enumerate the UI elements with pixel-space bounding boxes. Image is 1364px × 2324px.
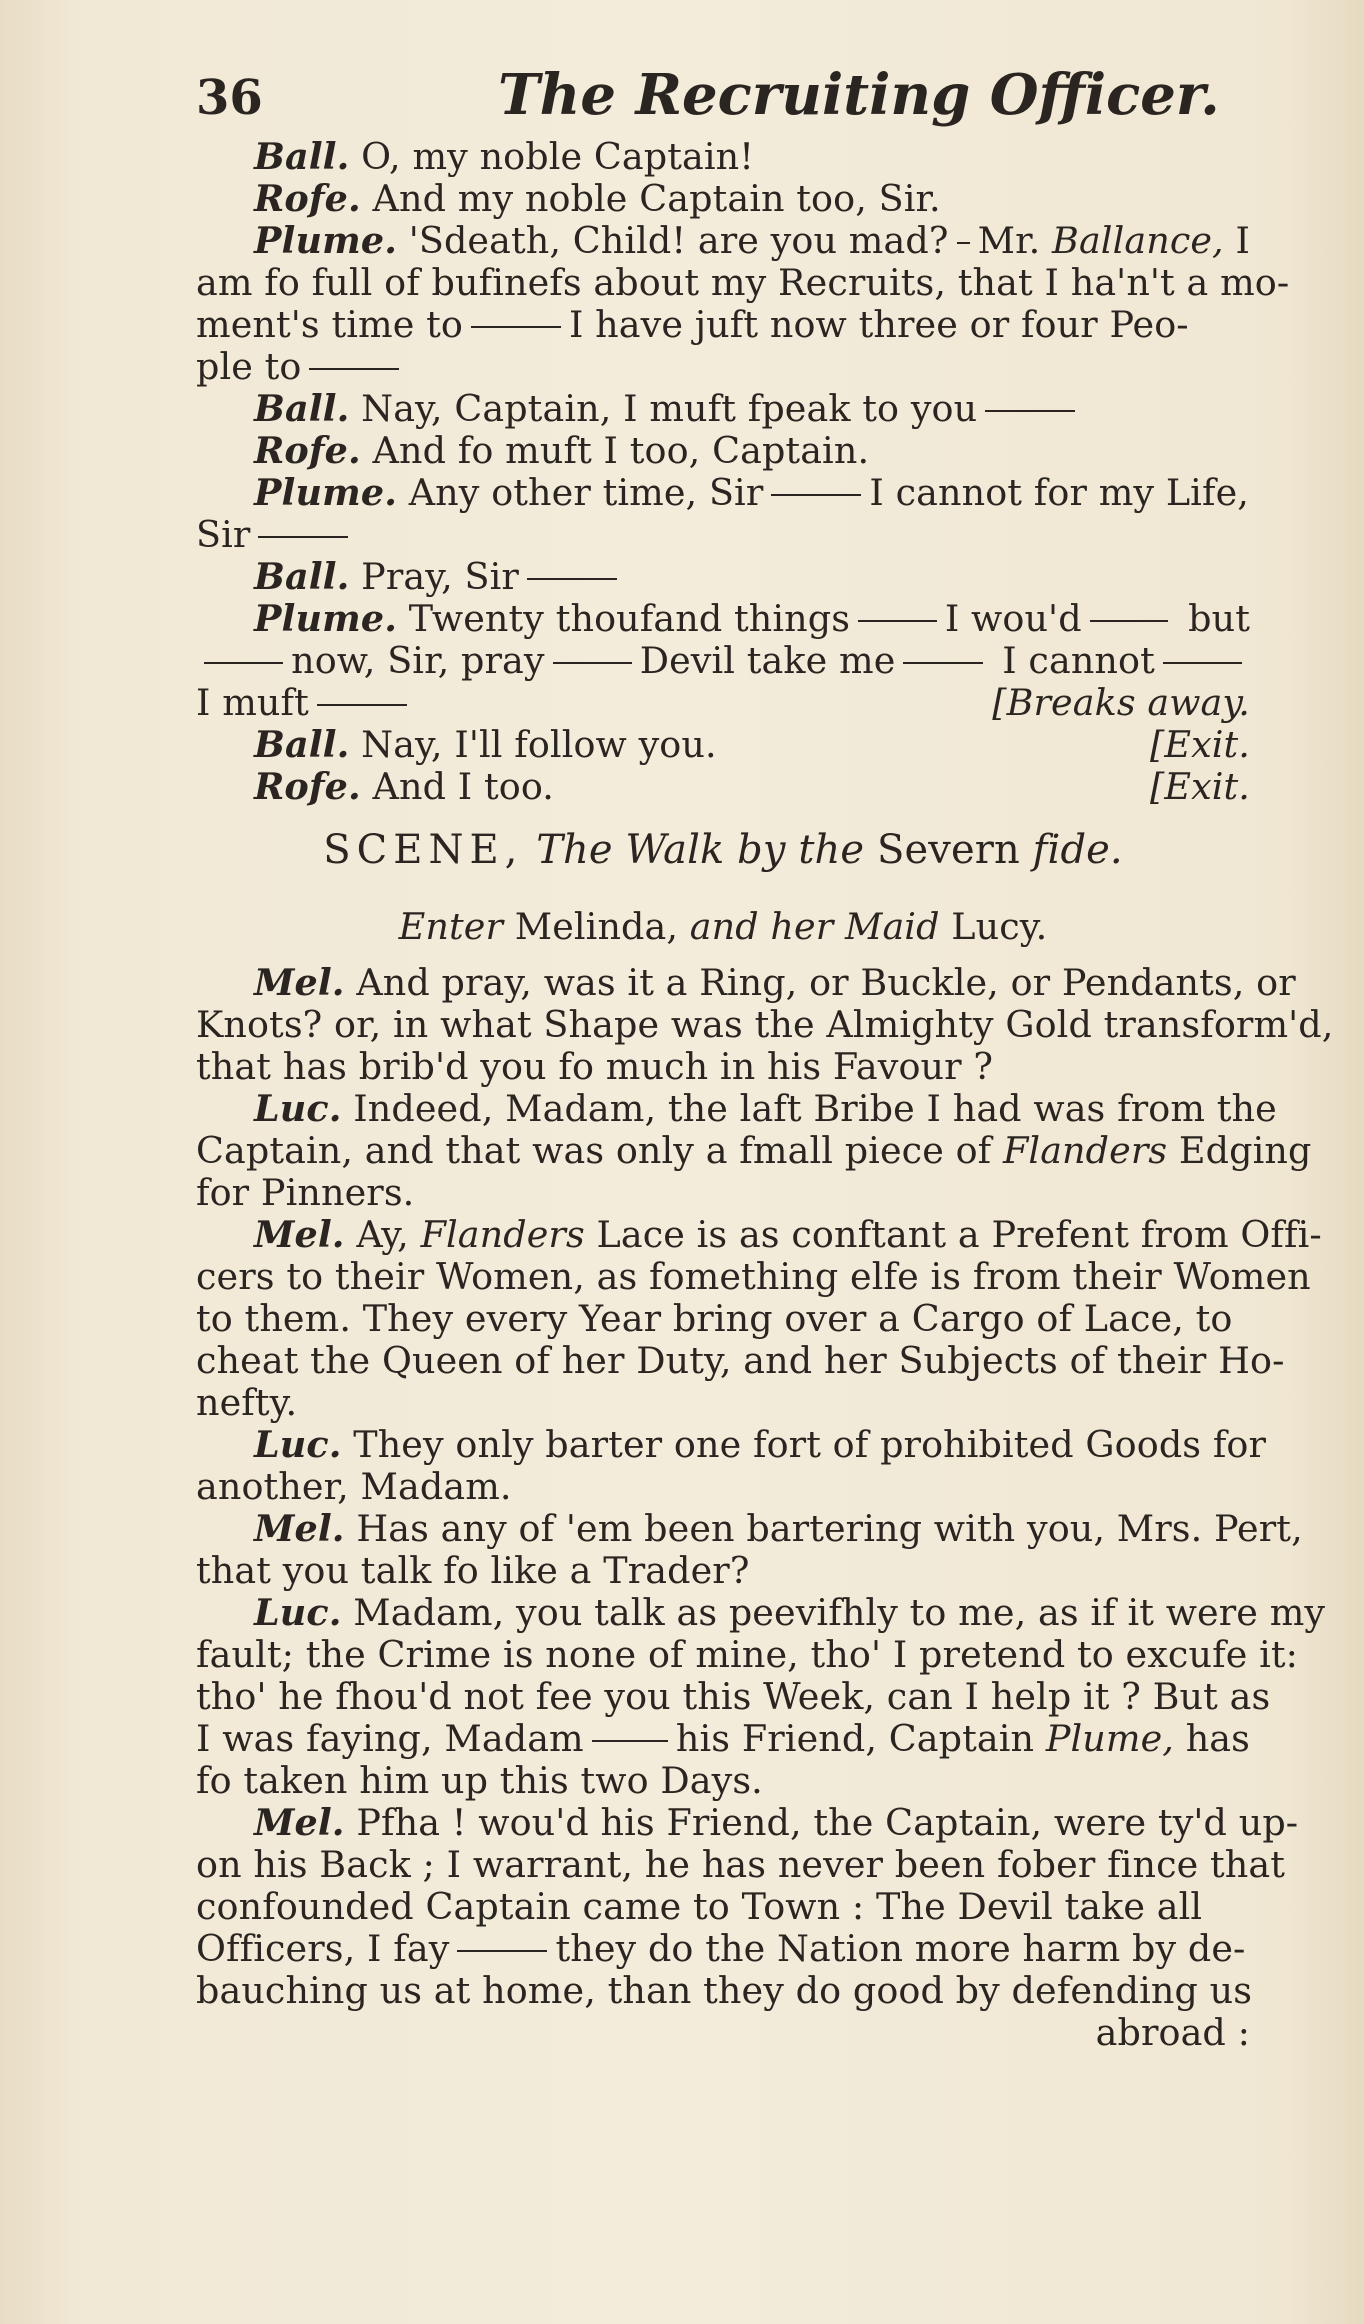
text-line (196, 766, 1250, 808)
scene-title-b: fide. (1032, 827, 1123, 873)
scene-heading (196, 808, 1250, 892)
text-line (196, 1255, 1311, 1298)
text-line (196, 1801, 1299, 1844)
speaker-name: Ball. (254, 723, 350, 766)
line-text-2: I have juft now three or four Peo- (568, 303, 1189, 346)
line-text: Indeed, Madam, the laft Bribe I had was from the (353, 1087, 1277, 1130)
text-line (196, 1591, 1326, 1634)
stage-direction: [Exit. (1149, 723, 1250, 766)
speaker-name: Ball. (254, 135, 350, 178)
speaker-name: Rofe. (254, 429, 361, 472)
text-line (196, 1003, 1334, 1046)
enter-word: Enter (398, 905, 504, 948)
line-text-2: Mr. (977, 219, 1041, 262)
line-text-2: I wou'd (944, 597, 1082, 640)
speaker-name: Mel. (254, 1507, 345, 1550)
line-text: am fo full of bufinefs about my Recruits, that I ha'n't a mo- (196, 261, 1290, 304)
enter-mid: and her Maid (689, 905, 940, 948)
line-text: another, Madam. (196, 1465, 512, 1508)
line-text: ple to (196, 345, 302, 388)
page-number: 36 (196, 70, 263, 126)
em-dash-rule (858, 620, 937, 622)
line-text: Captain, and that was only a fmall piece of (196, 1129, 992, 1172)
line-text: 'Sdeath, Child! are you mad? (408, 219, 949, 262)
line-text: Any other time, Sir (408, 471, 764, 514)
text-line (196, 1969, 1253, 2012)
line-text-3: but (1188, 597, 1250, 640)
em-dash-rule (903, 662, 982, 664)
line-text: on his Back ; I warrant, he has never been fober fince that (196, 1843, 1286, 1886)
speaker-name: Luc. (254, 1087, 342, 1130)
text-line (196, 1843, 1286, 1886)
line-text: Ay, (356, 1213, 409, 1256)
text-line (196, 346, 1250, 388)
scene-label: SCENE, (323, 827, 524, 873)
speaker-name: Ball. (254, 555, 350, 598)
em-dash-rule (471, 326, 561, 328)
em-dash-rule (771, 494, 861, 496)
italic-term: Plume, (1045, 1717, 1174, 1760)
line-text: fault; the Crime is none of mine, tho' I pretend to excufe it: (196, 1633, 1299, 1676)
text-line (196, 1129, 1312, 1172)
line-text: for Pinners. (196, 1171, 415, 1214)
speaker-name: Rofe. (254, 765, 361, 808)
line-text: Nay, I'll follow you. (361, 723, 717, 766)
line-text: ment's time to (196, 303, 463, 346)
text-line (196, 261, 1290, 304)
speaker-name: Plume. (254, 597, 397, 640)
enter-name-1: Melinda, (514, 905, 679, 948)
line-text: Has any of 'em been bartering with you, Mrs. Pert, (356, 1507, 1303, 1550)
speaker-name: Plume. (254, 219, 397, 262)
catchword: abroad : (1095, 2011, 1250, 2054)
speaker-name: Mel. (254, 961, 345, 1004)
scene-title-a: The Walk by the (536, 827, 865, 873)
text-line (196, 220, 1250, 262)
speaker-name: Plume. (254, 471, 397, 514)
text-line (196, 961, 1296, 1004)
text-line (196, 1928, 1250, 1970)
em-dash-rule (553, 662, 632, 664)
page-text (196, 135, 1334, 2054)
em-dash-rule (592, 1740, 668, 1742)
line-text: cheat the Queen of her Duty, and her Subjects of their Ho- (196, 1339, 1285, 1382)
line-text: Pfha ! wou'd his Friend, the Captain, were ty'd up- (356, 1801, 1299, 1844)
scene-place: Severn (877, 827, 1020, 873)
line-text-2: they do the Nation more harm by de- (555, 1927, 1246, 1970)
em-dash-rule (309, 368, 399, 370)
text-line (196, 304, 1250, 346)
em-dash-rule (527, 578, 617, 580)
text-line (196, 388, 1250, 430)
line-text: that has brib'd you fo much in his Favour ? (196, 1045, 994, 1088)
line-text-3: has (1185, 1717, 1250, 1760)
em-dash-rule (957, 242, 970, 244)
text-line (196, 430, 1250, 472)
line-text: And I too. (372, 765, 554, 808)
italic-term: Ballance, (1052, 219, 1224, 262)
em-dash-rule (457, 1950, 547, 1952)
text-line (196, 178, 1250, 220)
running-title: The Recruiting Officer. (498, 62, 1220, 128)
text-line (196, 1213, 1322, 1256)
stage-direction: [Exit. (1149, 765, 1250, 808)
line-text-2: Devil take me (639, 639, 896, 682)
em-dash-rule (985, 410, 1075, 412)
em-dash-rule (258, 536, 348, 538)
text-line (196, 1718, 1250, 1760)
text-line (196, 1423, 1267, 1466)
speaker-name: Mel. (254, 1213, 345, 1256)
text-line (196, 640, 1250, 682)
line-text: to them. They every Year bring over a Cargo of Lace, to (196, 1297, 1233, 1340)
line-text: And fo muft I too, Captain. (372, 429, 870, 472)
line-text-3: Edging (1178, 1129, 1312, 1172)
speaker-name: Mel. (254, 1801, 345, 1844)
page-header (196, 62, 1220, 132)
text-line (196, 1507, 1303, 1550)
line-text: And my noble Captain too, Sir. (372, 177, 941, 220)
italic-term: Flanders (1003, 1129, 1168, 1172)
line-text: fo taken him up this two Days. (196, 1759, 763, 1802)
text-line (196, 1886, 1250, 1928)
text-line (196, 1382, 1250, 1424)
line-text: I was faying, Madam (196, 1717, 584, 1760)
text-line (196, 1172, 1250, 1214)
stage-direction: [Breaks away. (992, 681, 1250, 724)
dialogue-block-2 (196, 961, 1334, 2012)
text-line (196, 598, 1250, 640)
line-text: Madam, you talk as peevifhly to me, as if it were my (353, 1591, 1326, 1634)
text-line (196, 1046, 1250, 1088)
line-text: And pray, was it a Ring, or Buckle, or Pendants, or (356, 961, 1296, 1004)
em-dash-rule (1163, 662, 1242, 664)
enter-name-2: Lucy. (951, 905, 1048, 948)
text-line (196, 472, 1250, 514)
text-line (196, 682, 1250, 724)
line-text: cers to their Women, as fomething elfe is from their Women (196, 1255, 1311, 1298)
line-text-2: I cannot for my Life, (869, 471, 1249, 514)
text-line (196, 136, 1250, 178)
speaker-name: Luc. (254, 1591, 342, 1634)
em-dash-rule (1090, 620, 1169, 622)
text-line (196, 724, 1250, 766)
em-dash-rule (204, 662, 283, 664)
text-line (196, 1339, 1285, 1382)
text-line (196, 1633, 1299, 1676)
line-text: bauching us at home, than they do good by defending us (196, 1969, 1253, 2012)
text-line (196, 1298, 1250, 1340)
text-line (196, 1550, 1250, 1592)
line-text: Pray, Sir (361, 555, 519, 598)
text-line (196, 1760, 1250, 1802)
dialogue-block-1 (196, 135, 1290, 808)
text-line (196, 1087, 1277, 1130)
line-text: that you talk fo like a Trader? (196, 1549, 750, 1592)
line-text: now, Sir, pray (291, 639, 545, 682)
line-text: Twenty thoufand things (408, 597, 851, 640)
em-dash-rule (317, 704, 407, 706)
line-text-3: Lace is as conftant a Prefent from Offi- (596, 1213, 1322, 1256)
line-text: They only barter one fort of prohibited Goods for (353, 1423, 1267, 1466)
line-text: Officers, I fay (196, 1927, 450, 1970)
line-text: Nay, Captain, I muft fpeak to you (361, 387, 978, 430)
speaker-name: Rofe. (254, 177, 361, 220)
line-text-3: I (1235, 219, 1250, 262)
text-line (196, 1675, 1271, 1718)
text-line (196, 1466, 1250, 1508)
text-line (196, 556, 1250, 598)
text-line (196, 514, 1250, 556)
line-text: tho' he fhou'd not fee you this Week, can I help it ? But as (196, 1675, 1271, 1718)
italic-term: Flanders (420, 1213, 585, 1256)
line-text: O, my noble Captain! (361, 135, 755, 178)
speaker-name: Luc. (254, 1423, 342, 1466)
line-text: Knots? or, in what Shape was the Almighty Gold transform'd, (196, 1003, 1334, 1046)
line-text-3: I cannot (1002, 639, 1155, 682)
line-text: I muft (196, 681, 309, 724)
stage-direction-enter (196, 892, 1250, 962)
line-text: nefty. (196, 1381, 298, 1424)
line-text: Sir (196, 513, 251, 556)
speaker-name: Ball. (254, 387, 350, 430)
line-text: confounded Captain came to Town : The Devil take all (196, 1885, 1203, 1928)
line-text-2: his Friend, Captain (675, 1717, 1035, 1760)
